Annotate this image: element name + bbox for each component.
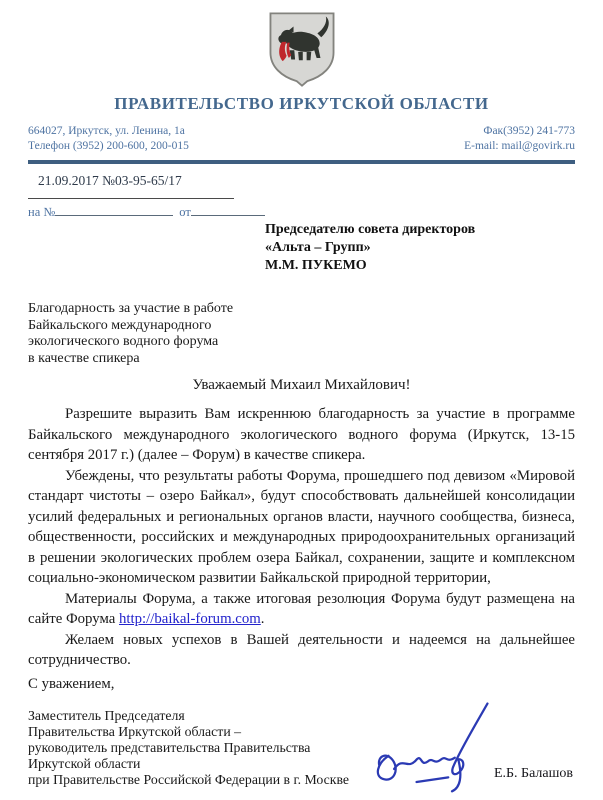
recipient-company: «Альта – Групп»	[265, 240, 371, 255]
signer-name: Е.Б. Балашов	[493, 765, 573, 781]
closing-phrase: С уважением,	[28, 675, 115, 692]
reference-underline	[28, 190, 234, 199]
paragraph-1: Разрешите выразить Вам искреннюю благодарность за участие в программе Байкальского международного экологического водного форума (Иркутск, 13-15 сентября 2017 г.) (далее – Форум) в качестве спикера.	[28, 406, 575, 463]
recipient-name: М.М. ПУКЕМО	[265, 258, 367, 273]
salutation: Уважаемый Михаил Михайлович!	[192, 377, 411, 393]
recipient-position: Председателю совета директоров	[265, 222, 476, 237]
phone-line: Телефон (3952) 200-600, 200-015	[28, 140, 189, 152]
fax-line: Фак(3952) 241-773	[483, 125, 575, 137]
subject-line: Байкальского международного	[28, 317, 212, 333]
reply-reference-row	[28, 204, 575, 221]
paragraph-2: Убеждены, что результаты работы Форума, прошедшего под девизом «Мировой стандарт чистоты – озеро Байкал», будут способствовать дальнейшей консолидации усилий федеральных и региональных органов власти, научного сообщества, бизнеса, общественности, российских и международных природоохранительных организаций в решении экологических проблем озера Байкал, сохранении, защите и комплексном социально-экономическом развитии Байкальской природной территории,	[28, 467, 575, 586]
paragraph-3-period: .	[260, 611, 265, 627]
organization-title: ПРАВИТЕЛЬСТВО ИРКУТСКОЙ ОБЛАСТИ	[114, 94, 489, 113]
signer-position-line: Заместитель Председателя	[28, 707, 185, 723]
subject-line: Благодарность за участие в работе	[28, 301, 234, 316]
subject-block	[28, 301, 338, 367]
paragraph-3	[28, 589, 575, 630]
subject-line: экологического водного форума	[28, 334, 219, 349]
letterhead-divider	[28, 160, 575, 164]
signer-position-line: Иркутской области	[28, 755, 141, 771]
signer-position-line: руководитель представительства Правительства	[28, 739, 311, 755]
ot-label: от	[179, 205, 191, 219]
letter-body	[28, 404, 575, 671]
subject-line: в качестве спикера	[28, 350, 140, 366]
signer-position-line: при Правительстве Российской Федерации в г. Москве	[28, 771, 350, 787]
recipient-block	[265, 221, 575, 275]
signature-block	[28, 708, 575, 792]
paragraph-4: Желаем новых успехов в Вашей деятельности и надеемся на дальнейшее сотрудничество.	[28, 631, 575, 668]
fax-email-block	[464, 124, 575, 154]
na-no-blank-field	[55, 204, 173, 216]
paragraph-3-text: Материалы Форума, а также итоговая резолюция Форума будут размещена на сайте Форума	[28, 590, 575, 627]
irkutsk-coat-of-arms-icon	[261, 8, 343, 88]
address-line: 664027, Иркутск, ул. Ленина, 1а	[28, 125, 185, 137]
forum-website-link[interactable]: http://baikal-forum.com	[119, 611, 261, 627]
signer-position-line: Правительства Иркутской области –	[28, 723, 242, 739]
address-block	[28, 124, 189, 154]
handwritten-signature-icon	[368, 696, 508, 798]
ot-blank-field	[191, 204, 265, 216]
na-no-label: на №	[28, 205, 56, 219]
email-line: E-mail: mail@govirk.ru	[464, 140, 575, 152]
letterhead-contacts	[28, 124, 575, 154]
letter-date-number: 21.09.2017 №03-95-65/17	[38, 173, 182, 188]
